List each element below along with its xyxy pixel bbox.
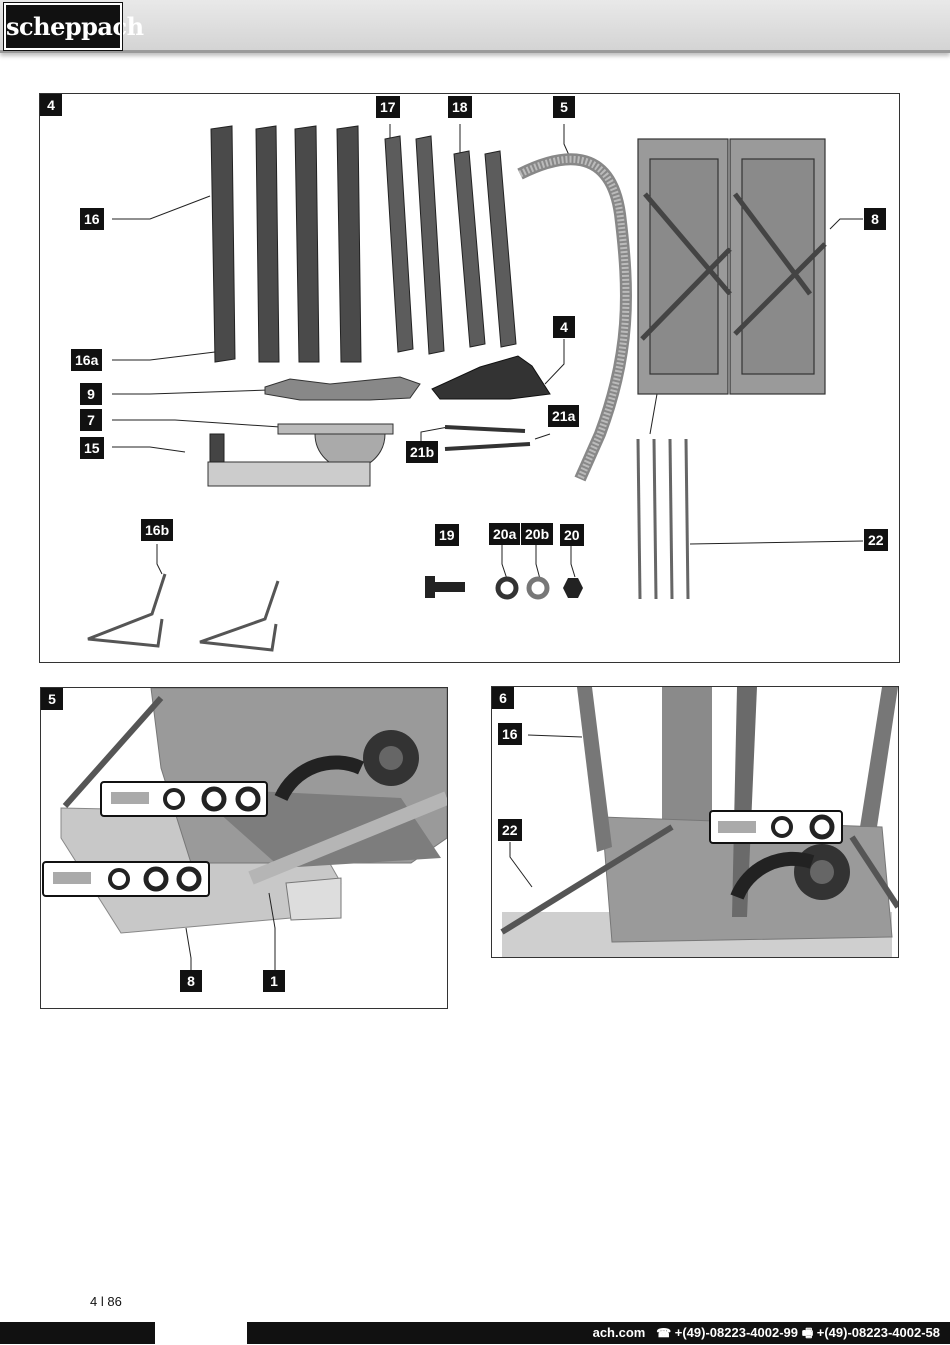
parts-overview-illustration xyxy=(40,94,899,662)
callout-15: 15 xyxy=(80,437,104,459)
leg-stake-assembly-photo xyxy=(492,687,898,957)
scheppach-logo: scheppach xyxy=(4,3,122,50)
footer-contact xyxy=(593,1322,798,1344)
phone-icon: ☎ xyxy=(656,1326,672,1340)
fax-number: +(49)-08223-4002-58 xyxy=(816,1325,940,1340)
callout-16a: 16a xyxy=(71,349,102,371)
callout-16b: 16b xyxy=(141,519,173,541)
figure-number: 4 xyxy=(40,94,62,116)
callout-8: 8 xyxy=(180,970,202,992)
callout-1: 1 xyxy=(263,970,285,992)
callout-18: 18 xyxy=(448,96,472,118)
callout-19: 19 xyxy=(435,524,459,546)
website-link[interactable]: ach.com xyxy=(592,1325,646,1340)
callout-21a: 21a xyxy=(548,405,579,427)
callout-20a: 20a xyxy=(489,523,520,545)
phone-number: +(49)-08223-4002-99 xyxy=(674,1325,798,1340)
figure-number: 5 xyxy=(41,688,63,710)
page-footer xyxy=(0,1322,950,1344)
page-header xyxy=(0,0,950,53)
page-number: 4 l 86 xyxy=(90,1294,122,1309)
callout-22: 22 xyxy=(864,529,888,551)
figure-4-panel xyxy=(39,93,900,663)
callout-5: 5 xyxy=(553,96,575,118)
footer-gap xyxy=(155,1322,247,1344)
callout-16: 16 xyxy=(498,723,522,745)
callout-20: 20 xyxy=(560,524,584,546)
figure-number: 6 xyxy=(492,687,514,709)
extension-table-assembly-photo xyxy=(41,688,447,1008)
callout-20b: 20b xyxy=(521,523,553,545)
callout-8: 8 xyxy=(864,208,886,230)
callout-7: 7 xyxy=(80,409,102,431)
callout-16: 16 xyxy=(80,208,104,230)
fax-icon: 🖷 xyxy=(801,1326,814,1340)
callout-22: 22 xyxy=(498,819,522,841)
figure-6-panel xyxy=(491,686,899,958)
figure-5-panel xyxy=(40,687,448,1009)
callout-17: 17 xyxy=(376,96,400,118)
callout-21b: 21b xyxy=(406,441,438,463)
footer-fax xyxy=(802,1322,940,1344)
callout-9: 9 xyxy=(80,383,102,405)
callout-4: 4 xyxy=(553,316,575,338)
